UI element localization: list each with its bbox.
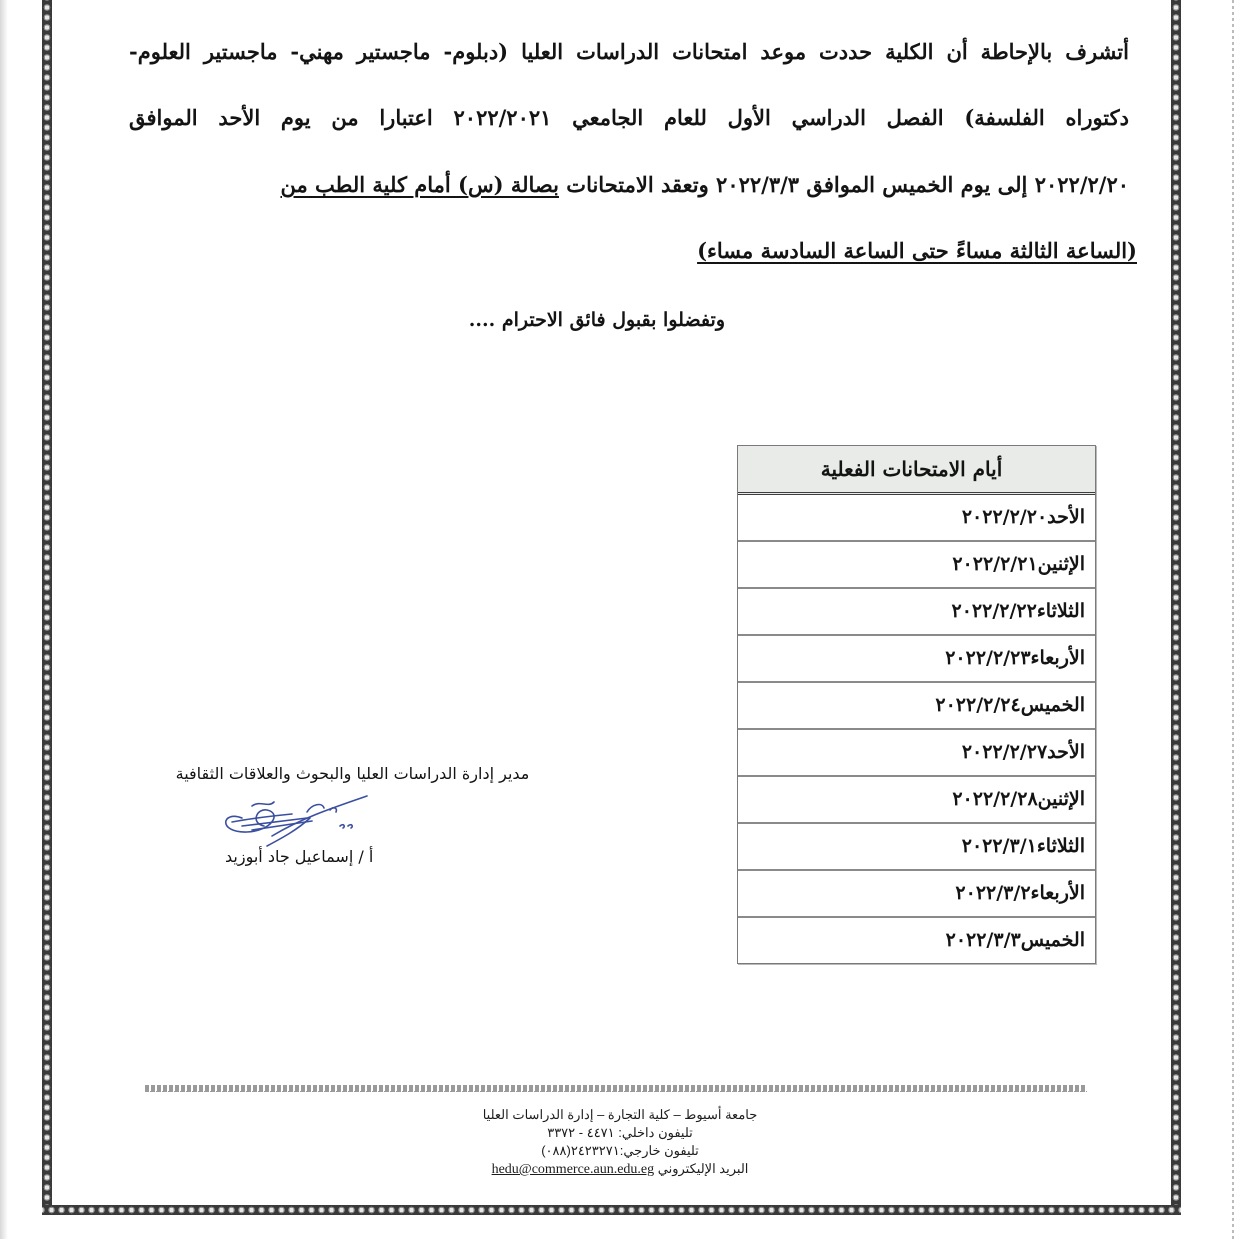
scan-edge-line [1232, 0, 1234, 1239]
exam-day-date: ٢٠٢٢/٢/٢١ [952, 553, 1038, 575]
exam-day-date: ٢٠٢٢/٣/٣ [945, 929, 1021, 951]
signatory-name: أ / إسماعيل جاد أبوزيد [225, 847, 374, 866]
closing-salutation: وتفضلوا بقبول فائق الاحترام .... [468, 309, 725, 331]
exam-day-date: ٢٠٢٢/٣/١ [961, 835, 1037, 857]
exam-days-table-header: أيام الامتحانات الفعلية [738, 446, 1095, 495]
exam-day-name: الثلاثاء [1036, 600, 1085, 622]
exam-day-date: ٢٠٢٢/٢/٢٠ [961, 506, 1048, 528]
exam-time: (الساعة الثالثة مساءً حتى الساعة السادسة مساء) [697, 238, 1137, 263]
exam-day-name: الخميس [1020, 694, 1085, 716]
exam-day-name: الإثنين [1037, 553, 1085, 575]
decorative-border-bottom [42, 1205, 1181, 1215]
exam-day-row [738, 587, 1095, 634]
letter-line-3 [129, 172, 1129, 197]
exam-period-text: ٢٠٢٢/٢/٢٠ إلى يوم الخميس الموافق ٢٠٢٢/٣/٣ وتعقد الامتحانات [566, 172, 1129, 197]
exam-day-row [738, 728, 1095, 775]
exam-day-date: ٢٠٢٢/٢/٢٤ [935, 694, 1021, 716]
exam-day-date: ٢٠٢٢/٢/٢٢ [951, 600, 1037, 622]
footer-email-link[interactable]: hedu@commerce.aun.edu.eg [491, 1162, 655, 1177]
footer [420, 1106, 820, 1179]
footer-separator [145, 1085, 1087, 1092]
exam-day-date: ٢٠٢٢/٢/٢٣ [945, 647, 1031, 669]
exam-day-name: الأحد [1047, 506, 1085, 528]
footer-phone-internal: تليفون داخلي: ٤٤٧١ - ٣٣٧٢ [547, 1125, 693, 1140]
exam-days-rows [738, 495, 1095, 963]
letter-line-2: دكتوراه الفلسفة) الفصل الدراسي الأول للعام الجامعي ٢٠٢٢/٢٠٢١ اعتبارا من يوم الأحد الموافق [129, 105, 1129, 130]
exam-day-date: ٢٠٢٢/٣/٢ [955, 882, 1031, 904]
signatory-block [120, 764, 585, 783]
exam-day-row [738, 869, 1095, 916]
footer-phone-external: تليفون خارجي:٢٤٢٣٢٧١(٠٨٨) [541, 1143, 699, 1158]
exam-location: بصالة (س) أمام كلية الطب من [280, 172, 559, 197]
handwritten-signature [212, 788, 372, 850]
exam-day-name: الأربعاء [1030, 647, 1085, 669]
exam-day-row [738, 540, 1095, 587]
letter-line-1: أتشرف بالإحاطة أن الكلية حددت موعد امتحانات الدراسات العليا (دبلوم- ماجستير مهني- ماجستير العلوم- [129, 39, 1129, 64]
footer-organization: جامعة أسيوط – كلية التجارة – إدارة الدراسات العليا [482, 1107, 758, 1122]
footer-email-label: البريد الإليكتروني [657, 1161, 749, 1176]
exam-day-row [738, 822, 1095, 869]
exam-day-name: الثلاثاء [1036, 835, 1085, 857]
scan-edge-shadow [0, 0, 8, 1239]
exam-day-row [738, 916, 1095, 963]
exam-day-name: الخميس [1020, 929, 1085, 951]
exam-day-row [738, 495, 1095, 540]
exam-day-date: ٢٠٢٢/٢/٢٨ [952, 788, 1038, 810]
exam-day-name: الأربعاء [1030, 882, 1085, 904]
exam-day-row [738, 681, 1095, 728]
signatory-title: مدير إدارة الدراسات العليا والبحوث والعلاقات الثقافية [175, 764, 530, 783]
exam-day-name: الأحد [1047, 741, 1085, 763]
decorative-border-left [42, 0, 52, 1215]
exam-day-date: ٢٠٢٢/٢/٢٧ [961, 741, 1048, 763]
exam-day-name: الإثنين [1037, 788, 1085, 810]
exam-days-table [737, 445, 1096, 964]
footer-email-line [420, 1160, 820, 1179]
exam-day-row [738, 775, 1095, 822]
exam-day-row [738, 634, 1095, 681]
decorative-border-right [1171, 0, 1181, 1215]
